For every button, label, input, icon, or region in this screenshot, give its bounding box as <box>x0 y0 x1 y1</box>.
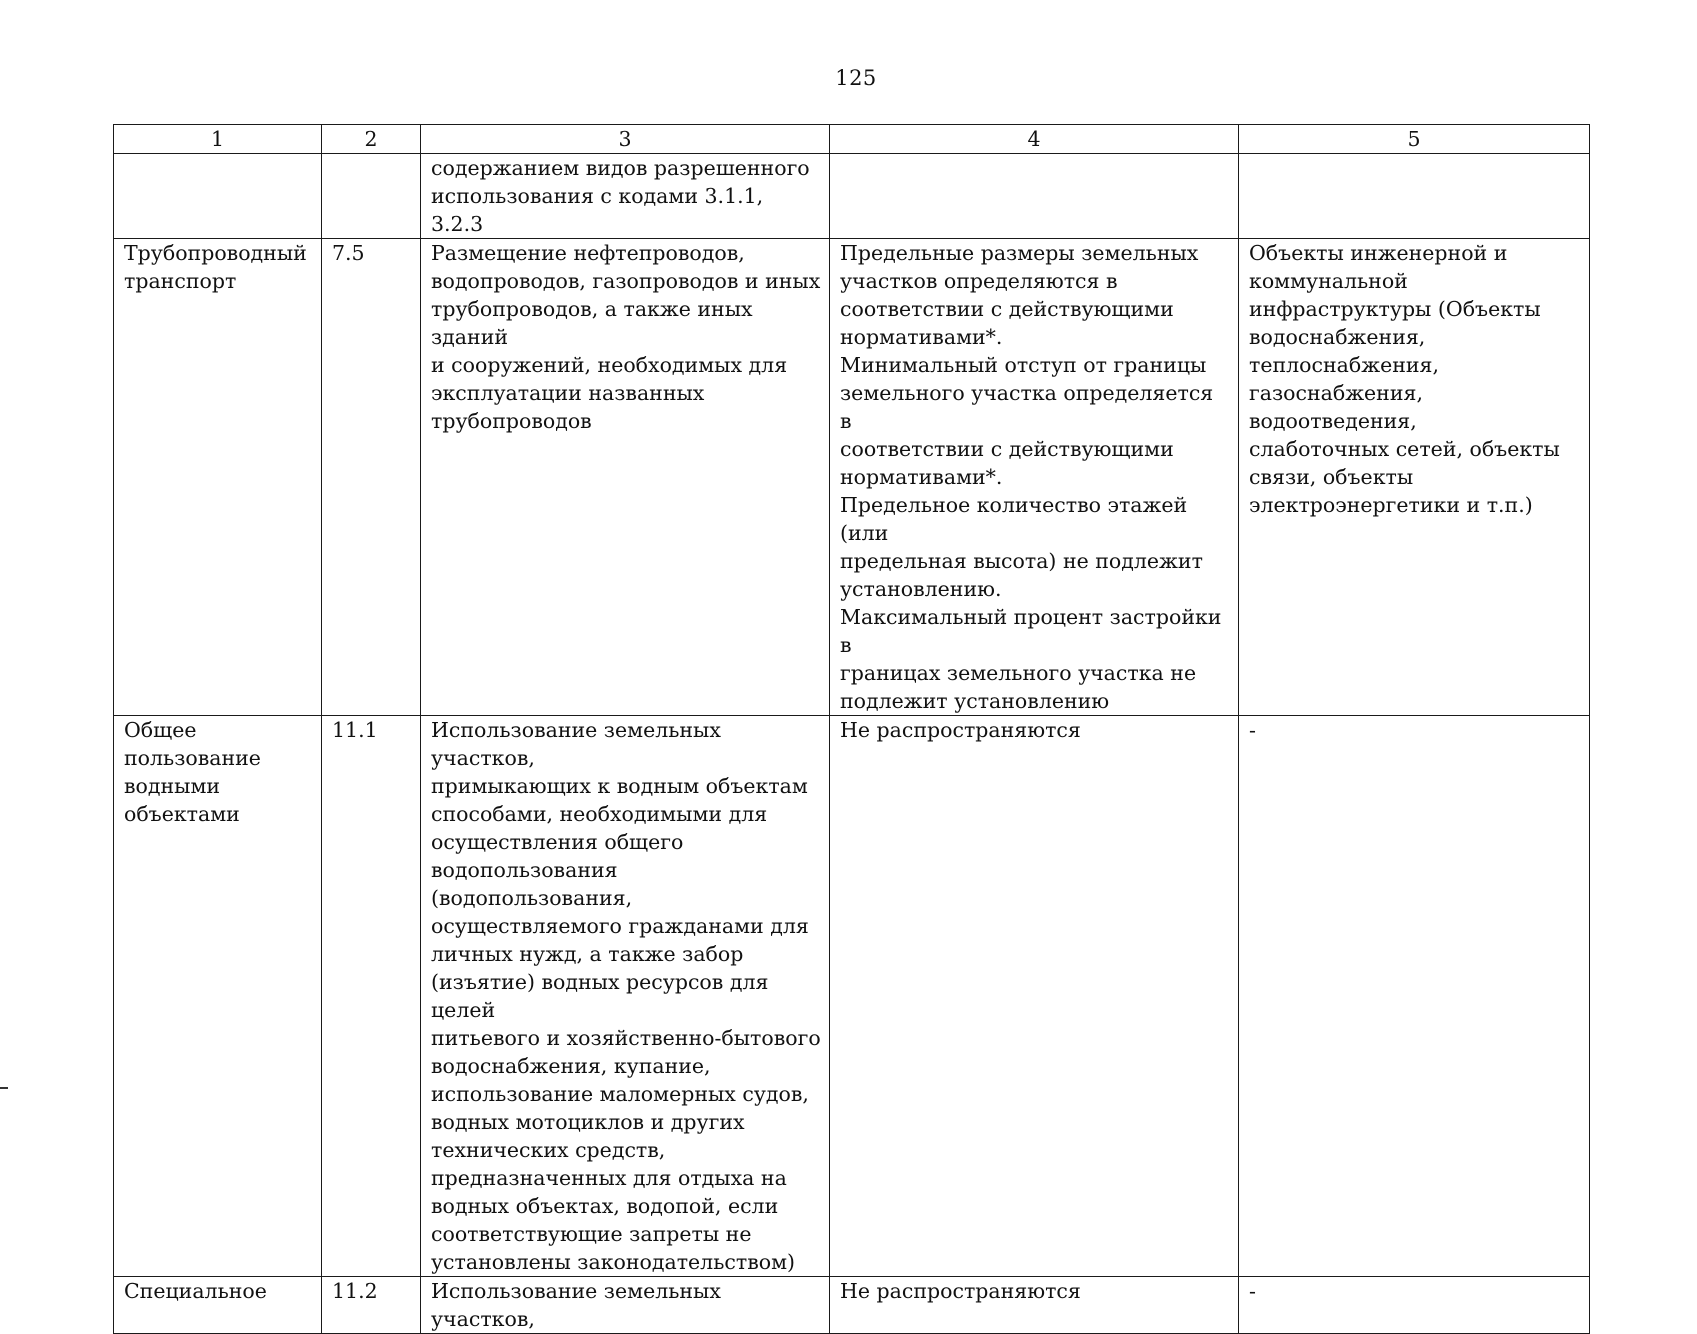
use-code-cell: 11.1 <box>322 716 421 1277</box>
use-description-cell: Использование земельных участков, примыкающих к водным объектам способами, необходимыми для осуществления общего водопользования (водопользования, осуществляемого гражданами для личных нужд, а также забор (изъятие) водных ресурсов для целей питьевого и хозяйственно-бытового водоснабжения, купание, использование маломерных судов, водных мотоциклов и других технических средств, предназначенных для отдыха на водных объектах, водопой, если соответствующие запреты не установлены законодательством) <box>421 716 830 1277</box>
page-number: 125 <box>835 66 877 90</box>
use-description-cell: содержанием видов разрешенного использования с кодами 3.1.1, 3.2.3 <box>421 154 830 239</box>
use-objects-cell: - <box>1239 1277 1590 1334</box>
use-code-cell <box>322 154 421 239</box>
use-code-cell: 11.2 <box>322 1277 421 1334</box>
scan-edge-mark <box>0 1087 8 1089</box>
header-col-2: 2 <box>322 125 421 154</box>
use-parameters-cell: Не распространяются <box>830 1277 1239 1334</box>
header-col-4: 4 <box>830 125 1239 154</box>
use-parameters-cell: Предельные размеры земельных участков определяются в соответствии с действующими нормативами*. Минимальный отступ от границы земельного участка определяется в соответствии с действующими нормативами*. Предельное количество этажей (или предельная высота) не подлежит установлению. Максимальный процент застройки в границах земельного участка не подлежит установлению <box>830 239 1239 716</box>
use-name-cell: Специальное <box>114 1277 322 1334</box>
use-description-cell: Использование земельных участков, <box>421 1277 830 1334</box>
use-name-cell: Трубопроводный транспорт <box>114 239 322 716</box>
use-objects-cell: Объекты инженерной и коммунальной инфраструктуры (Объекты водоснабжения, теплоснабжения, газоснабжения, водоотведения, слаботочных сетей, объекты связи, объекты электроэнергетики и т.п.) <box>1239 239 1590 716</box>
land-use-table <box>113 124 1590 1334</box>
table-header-row <box>114 125 1590 154</box>
table-row <box>114 154 1590 239</box>
use-name-cell: Общее пользование водными объектами <box>114 716 322 1277</box>
use-objects-cell <box>1239 154 1590 239</box>
table-row <box>114 716 1590 1277</box>
use-objects-cell: - <box>1239 716 1590 1277</box>
table-row <box>114 239 1590 716</box>
header-col-5: 5 <box>1239 125 1590 154</box>
use-name-cell <box>114 154 322 239</box>
use-description-cell: Размещение нефтепроводов, водопроводов, газопроводов и иных трубопроводов, а также иных зданий и сооружений, необходимых для эксплуатации названных трубопроводов <box>421 239 830 716</box>
use-code-cell: 7.5 <box>322 239 421 716</box>
table-row <box>114 1277 1590 1334</box>
use-parameters-cell: Не распространяются <box>830 716 1239 1277</box>
use-parameters-cell <box>830 154 1239 239</box>
header-col-3: 3 <box>421 125 830 154</box>
header-col-1: 1 <box>114 125 322 154</box>
